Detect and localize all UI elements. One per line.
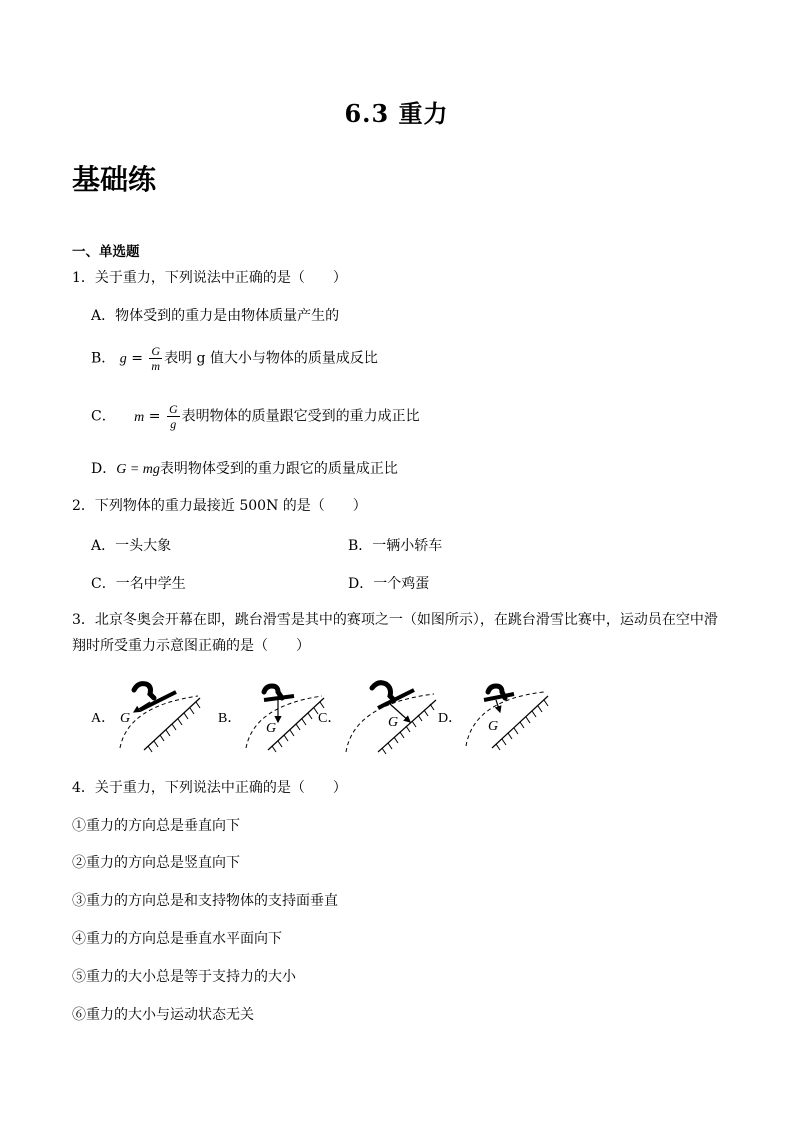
figure-b-label: B． bbox=[218, 711, 242, 726]
option-label: C． bbox=[91, 576, 116, 592]
figure-b[interactable] bbox=[218, 686, 324, 752]
statement-1: ①重力的方向总是垂直向下 bbox=[72, 818, 240, 834]
trajectory-curve bbox=[246, 696, 322, 748]
question-1-option-c[interactable] bbox=[91, 402, 420, 431]
figure-a[interactable] bbox=[91, 684, 200, 752]
option-text: 一辆小轿车 bbox=[372, 538, 443, 554]
question-1-option-a[interactable] bbox=[91, 305, 339, 325]
option-label: A． bbox=[91, 308, 116, 324]
section-heading: 基础练 bbox=[72, 163, 157, 196]
fraction bbox=[167, 402, 180, 431]
question-3-stem-line-2: 翔时所受重力示意图正确的是（ ） bbox=[72, 638, 310, 654]
statement-3: ③重力的方向总是和支持物体的支持面垂直 bbox=[72, 893, 338, 909]
formula-lhs: m bbox=[134, 409, 145, 425]
slope-line bbox=[378, 700, 436, 752]
option-label: D． bbox=[91, 461, 117, 477]
statement-6: ⑥重力的大小与运动状态无关 bbox=[72, 1007, 254, 1023]
option-text: 表明 g 值大小与物体的质量成反比 bbox=[164, 350, 378, 367]
skis bbox=[484, 694, 514, 700]
formula-eq: = bbox=[131, 350, 143, 367]
gravity-symbol: G bbox=[120, 711, 131, 726]
option-label: B． bbox=[91, 350, 116, 367]
option-text: 物体受到的重力是由物体质量产生的 bbox=[115, 308, 340, 324]
option-text: 一个鸡蛋 bbox=[373, 576, 430, 592]
slope-hatching bbox=[272, 702, 324, 752]
gravity-symbol: G bbox=[488, 719, 499, 734]
question-2-option-a[interactable] bbox=[91, 535, 171, 555]
fraction-numerator: G bbox=[151, 344, 161, 358]
gravity-symbol: G bbox=[266, 721, 277, 736]
question-type-label: 一、单选题 bbox=[72, 244, 140, 260]
fraction-numerator: G bbox=[168, 402, 178, 416]
option-label: C． bbox=[91, 408, 116, 425]
question-3-stem-line-1: 3．北京冬奥会开幕在即，跳台滑雪是其中的赛项之一（如图所示），在跳台滑雪比赛中，运动员在空中滑 bbox=[72, 612, 718, 628]
fraction bbox=[149, 344, 162, 373]
formula: G = mg bbox=[116, 462, 160, 477]
figure-a-label: A． bbox=[91, 711, 116, 726]
question-2-option-d[interactable] bbox=[348, 573, 429, 593]
option-label: A． bbox=[91, 538, 116, 554]
skis bbox=[264, 696, 294, 700]
question-1-option-d[interactable] bbox=[91, 458, 398, 478]
question-4-stem: 4．关于重力，下列说法中正确的是（ ） bbox=[72, 780, 347, 796]
statement-2: ②重力的方向总是竖直向下 bbox=[72, 855, 240, 871]
option-text: 一名中学生 bbox=[115, 576, 186, 592]
question-1-stem: 1．关于重力，下列说法中正确的是（ ） bbox=[72, 270, 347, 286]
option-text: 表明物体的质量跟它受到的重力成正比 bbox=[181, 408, 420, 425]
skier-body bbox=[372, 683, 394, 700]
formula-lhs: g bbox=[119, 351, 127, 367]
trajectory-curve bbox=[120, 696, 198, 748]
question-1-option-b[interactable] bbox=[91, 344, 378, 373]
skis bbox=[140, 692, 176, 710]
question-2-option-b[interactable] bbox=[348, 535, 442, 555]
option-label: B． bbox=[348, 538, 373, 554]
option-label: D． bbox=[348, 576, 374, 592]
formula-eq: = bbox=[148, 408, 161, 425]
ski-jump-diagram bbox=[88, 676, 558, 758]
slope-hatching bbox=[496, 700, 548, 750]
fraction-denominator: g bbox=[170, 417, 177, 431]
gravity-arrow bbox=[496, 700, 500, 712]
statement-5: ⑤重力的大小总是等于支持力的大小 bbox=[72, 969, 296, 985]
skier-body bbox=[134, 684, 154, 698]
question-2-option-c[interactable] bbox=[91, 573, 186, 593]
question-2-stem: 2．下列物体的重力最接近 500N 的是（ ） bbox=[72, 498, 367, 514]
page-title: 6.3 重力 bbox=[344, 99, 449, 128]
option-text: 表明物体受到的重力跟它的质量成正比 bbox=[159, 461, 398, 477]
slope-hatching bbox=[148, 702, 200, 752]
fraction-denominator: m bbox=[151, 359, 161, 373]
figure-d-label: D． bbox=[438, 711, 463, 726]
ski-jump-figures bbox=[88, 676, 558, 758]
gravity-symbol: G bbox=[388, 715, 399, 730]
figure-c[interactable] bbox=[318, 683, 436, 754]
figure-c-label: C． bbox=[318, 711, 342, 726]
figure-d[interactable] bbox=[438, 686, 548, 750]
statement-4: ④重力的方向总是垂直水平面向下 bbox=[72, 931, 282, 947]
option-text: 一头大象 bbox=[115, 538, 172, 554]
